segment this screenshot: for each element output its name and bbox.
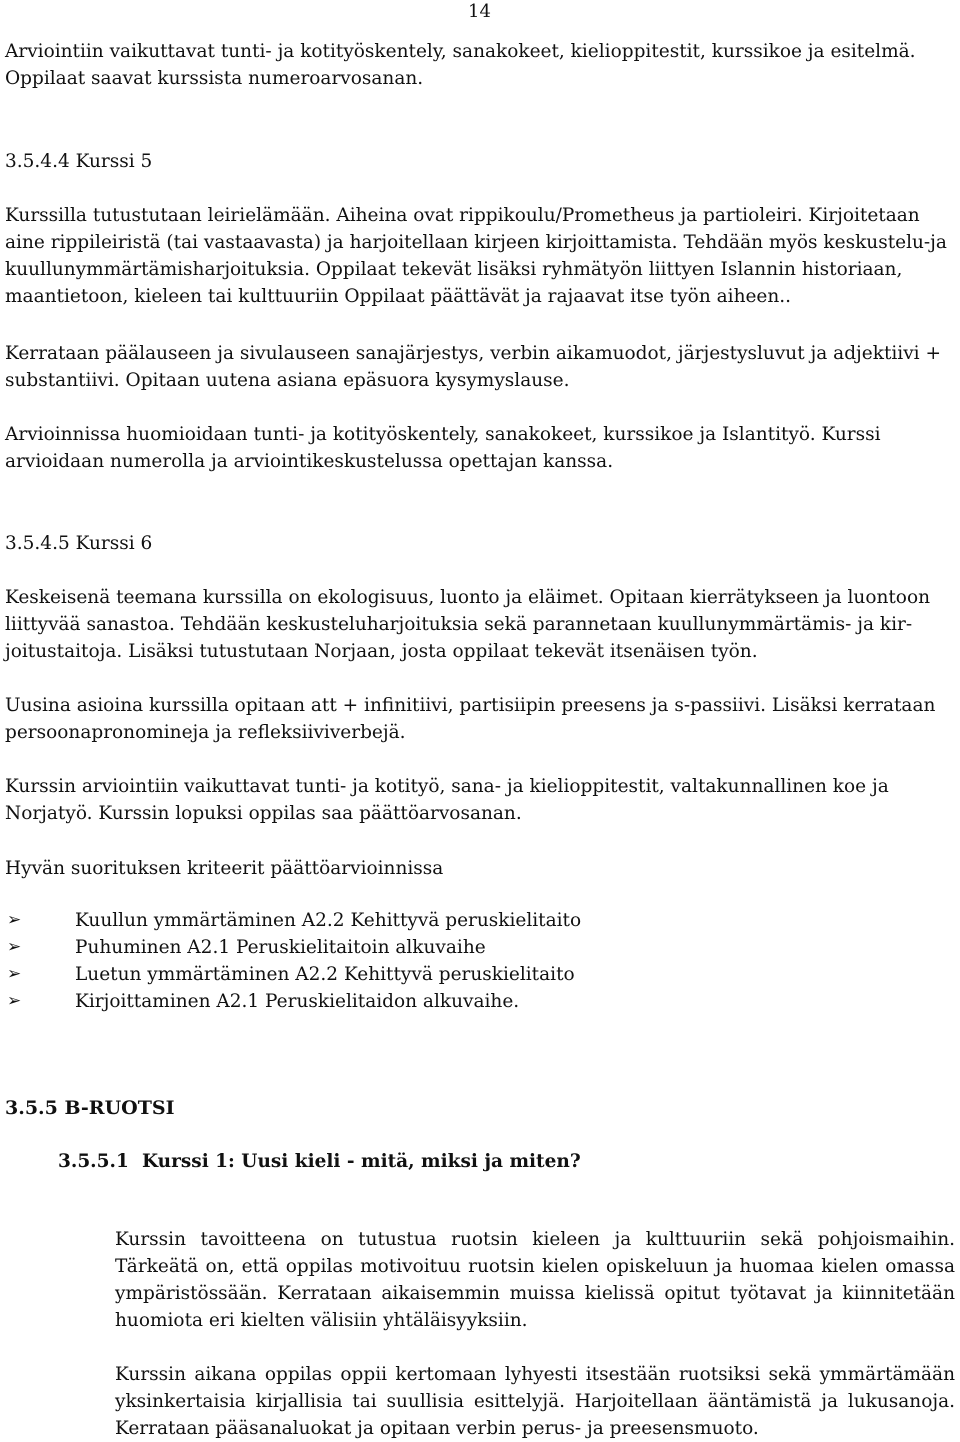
paragraph-ruotsi-goals: Kurssin tavoitteena on tutustua ruotsin kieleen ja kulttuuriin sekä pohjoismaihin. Tärkeätä on, että oppilas motivoituu ruotsin kielen opiskeluun ja huomaa kielen omassa ympäristössään. Kerrataan aikaisemmin muissa kielissä opitut työtavat ja kiinnitetään huomiota eri kielten välisiin yhtäläisyyksiin.	[115, 1228, 955, 1331]
criteria-item-text: Kirjoittaminen A2.1 Peruskielitaidon alkuvaihe.	[75, 991, 520, 1012]
subsection-heading-kurssi1	[58, 1148, 581, 1175]
paragraph-ruotsi-content: Kurssin aikana oppilas oppii kertomaan lyhyesti itsestään ruotsiksi sekä ymmärtämään yksinkertaisia kirjallisia tai suullisia esittelyjä. Harjoitellaan ääntämistä ja lukusanoja. Kerrataan pääsanaluokat ja opitaan verbin perus- ja preesensmuoto.	[115, 1363, 955, 1439]
list-item	[5, 961, 581, 988]
criteria-item-text: Puhuminen A2.1 Peruskielitaitoin alkuvaihe	[75, 937, 486, 958]
paragraph-kurssi6-assessment: Kurssin arviointiin vaikuttavat tunti- ja kotityö, sana- ja kielioppitestit, valtakunnallinen koe ja Norjatyö. Kurssin lopuksi oppilas saa päättöarvosanan.	[5, 776, 889, 824]
list-item	[5, 907, 581, 934]
paragraph-kurssi5-assessment: Arvioinnissa huomioidaan tunti- ja kotityöskentely, sanakokeet, kurssikoe ja Islantityö. Kurssi arvioidaan numerolla ja arviointikeskustelussa opettajan kanssa.	[5, 424, 881, 472]
subsection-title: Kurssi 1: Uusi kieli - mitä, miksi ja miten?	[142, 1151, 581, 1172]
arrow-bullet-icon: ➢	[7, 991, 22, 1011]
criteria-heading: Hyvän suorituksen kriteerit päättöarvioinnissa	[5, 858, 444, 879]
arrow-bullet-icon: ➢	[7, 937, 22, 957]
list-item	[5, 934, 581, 961]
section-heading-kurssi5: 3.5.4.4 Kurssi 5	[5, 151, 153, 172]
paragraph-kurssi6-grammar: Uusina asioina kurssilla opitaan att + infinitiivi, partisiipin preesens ja s-passiivi. Lisäksi kerrataan persoonapronomineja ja refleksiiviverbejä.	[5, 695, 936, 743]
subsection-number: 3.5.5.1	[58, 1151, 129, 1172]
page-number: 14	[468, 1, 491, 22]
paragraph-kurssi5-grammar: Kerrataan päälauseen ja sivulauseen sanajärjestys, verbin aikamuodot, järjestysluvut ja adjektiivi + substantiivi. Opitaan uutena asiana epäsuora kysymyslause.	[5, 343, 941, 391]
paragraph-kurssi6-content: Keskeisenä teemana kurssilla on ekologisuus, luonto ja eläimet. Opitaan kierrätykseen ja luontoon liittyvää sanastoa. Tehdään keskusteluharjoituksia sekä parannetaan kuullunymmärtämis- ja kir-joitustaitoja. Lisäksi tutustutaan Norjaan, josta oppilaat tekevät itsenäisen työn.	[5, 587, 930, 662]
criteria-item-text: Kuullun ymmärtäminen A2.2 Kehittyvä peruskielitaito	[75, 910, 582, 931]
criteria-list	[5, 907, 581, 1015]
arrow-bullet-icon: ➢	[7, 910, 22, 930]
paragraph-assessment-kurssi4: Arviointiin vaikuttavat tunti- ja kotityöskentely, sanakokeet, kielioppitestit, kurssikoe ja esitelmä. Oppilaat saavat kurssista numeroarvosanan.	[5, 41, 916, 89]
section-heading-kurssi6: 3.5.4.5 Kurssi 6	[5, 533, 153, 554]
arrow-bullet-icon: ➢	[7, 964, 22, 984]
list-item	[5, 988, 581, 1015]
paragraph-kurssi5-content: Kurssilla tutustutaan leirielämään. Aiheina ovat rippikoulu/Prometheus ja partioleiri. Kirjoitetaan aine rippileiristä (tai vastaavasta) ja harjoitellaan kirjeen kirjoittamista. Tehdään myös keskustelu-ja kuullunymmärtämisharjoituksia. Oppilaat tekevät lisäksi ryhmätyön liittyen Islannin historiaan, maantietoon, kieleen tai kulttuuriin Oppilaat päättävät ja rajaavat itse työn aiheen..	[5, 205, 947, 307]
section-heading-b-ruotsi: 3.5.5 B-RUOTSI	[5, 1097, 175, 1119]
criteria-item-text: Luetun ymmärtäminen A2.2 Kehittyvä peruskielitaito	[75, 964, 575, 985]
